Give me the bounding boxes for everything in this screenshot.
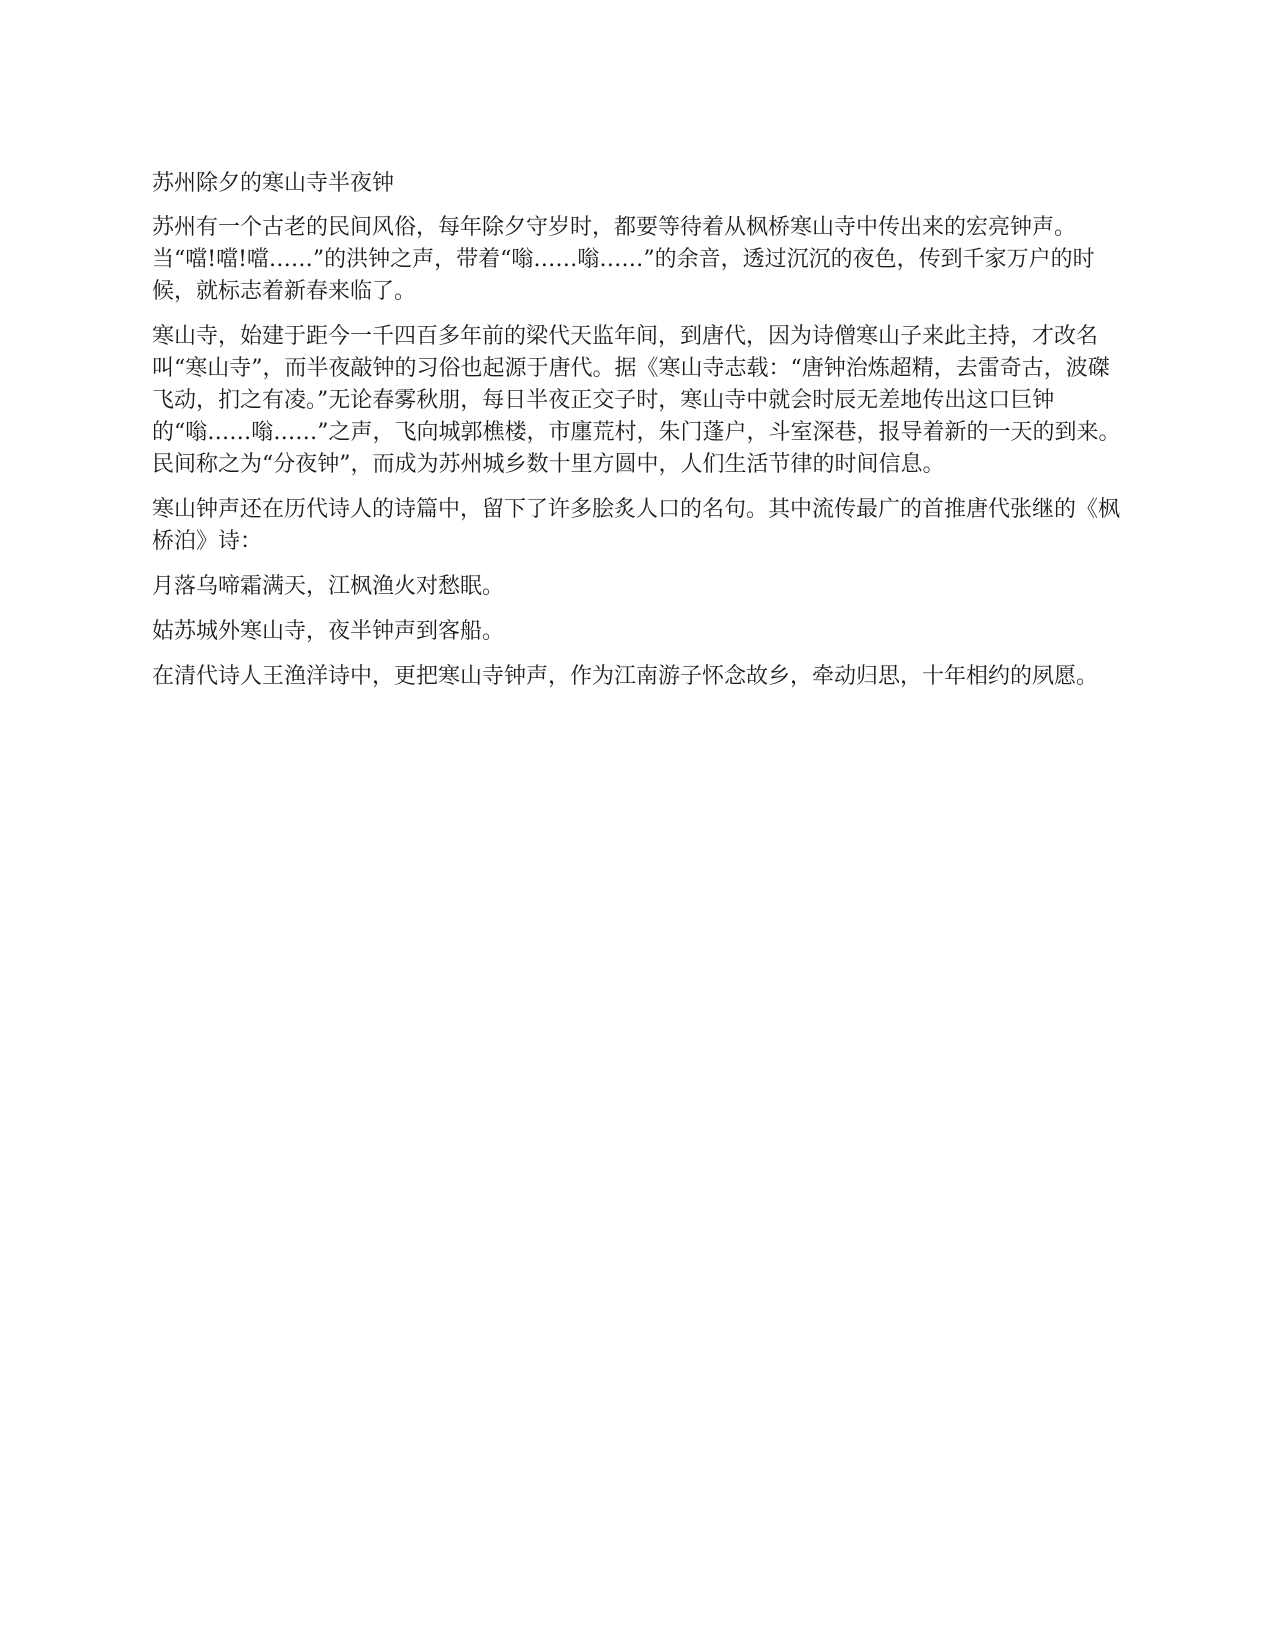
paragraph-qing-poet: 在清代诗人王渔洋诗中，更把寒山寺钟声，作为江南游子怀念故乡，牵动归思，十年相约的夙愿。 (152, 664, 1099, 689)
poem-line-2: 姑苏城外寒山寺，夜半钟声到客船。 (152, 619, 505, 644)
document-title: 苏州除夕的寒山寺半夜钟 (152, 171, 395, 196)
paragraph-poetry-intro: 寒山钟声还在历代诗人的诗篇中，留下了许多脍炙人口的名句。其中流传最广的首推唐代张继的《枫桥泊》诗： (152, 497, 1121, 554)
poem-line-1: 月落乌啼霜满天，江枫渔火对愁眠。 (152, 574, 505, 599)
paragraph-temple-history: 寒山寺，始建于距今一千四百多年前的梁代天监年间，到唐代，因为诗僧寒山子来此主持，才改名叫“寒山寺”，而半夜敲钟的习俗也起源于唐代。据《寒山寺志载：“唐钟治炼超精，去雷奇古，波磔飞动，扪之有凌。”无论春雾秋朋，每日半夜正交子时，寒山寺中就会时辰无差地传出这口巨钟的“嗡……嗡……”之声，飞向城郭樵楼，市廛荒村，朱门蓬户，斗室深巷，报导着新的一天的到来。民间称之为“分夜钟”，而成为苏州城乡数十里方圆中，人们生活节律的时间信息。 (152, 324, 1121, 477)
document-body (152, 168, 1124, 706)
paragraph-custom-intro: 苏州有一个古老的民间风俗，每年除夕守岁时，都要等待着从枫桥寒山寺中传出来的宏亮钟声。当“噹!噹!噹……”的洪钟之声，带着“嗡……嗡……”的余音，透过沉沉的夜色，传到千家万户的时候，就标志着新春来临了。 (152, 215, 1095, 304)
